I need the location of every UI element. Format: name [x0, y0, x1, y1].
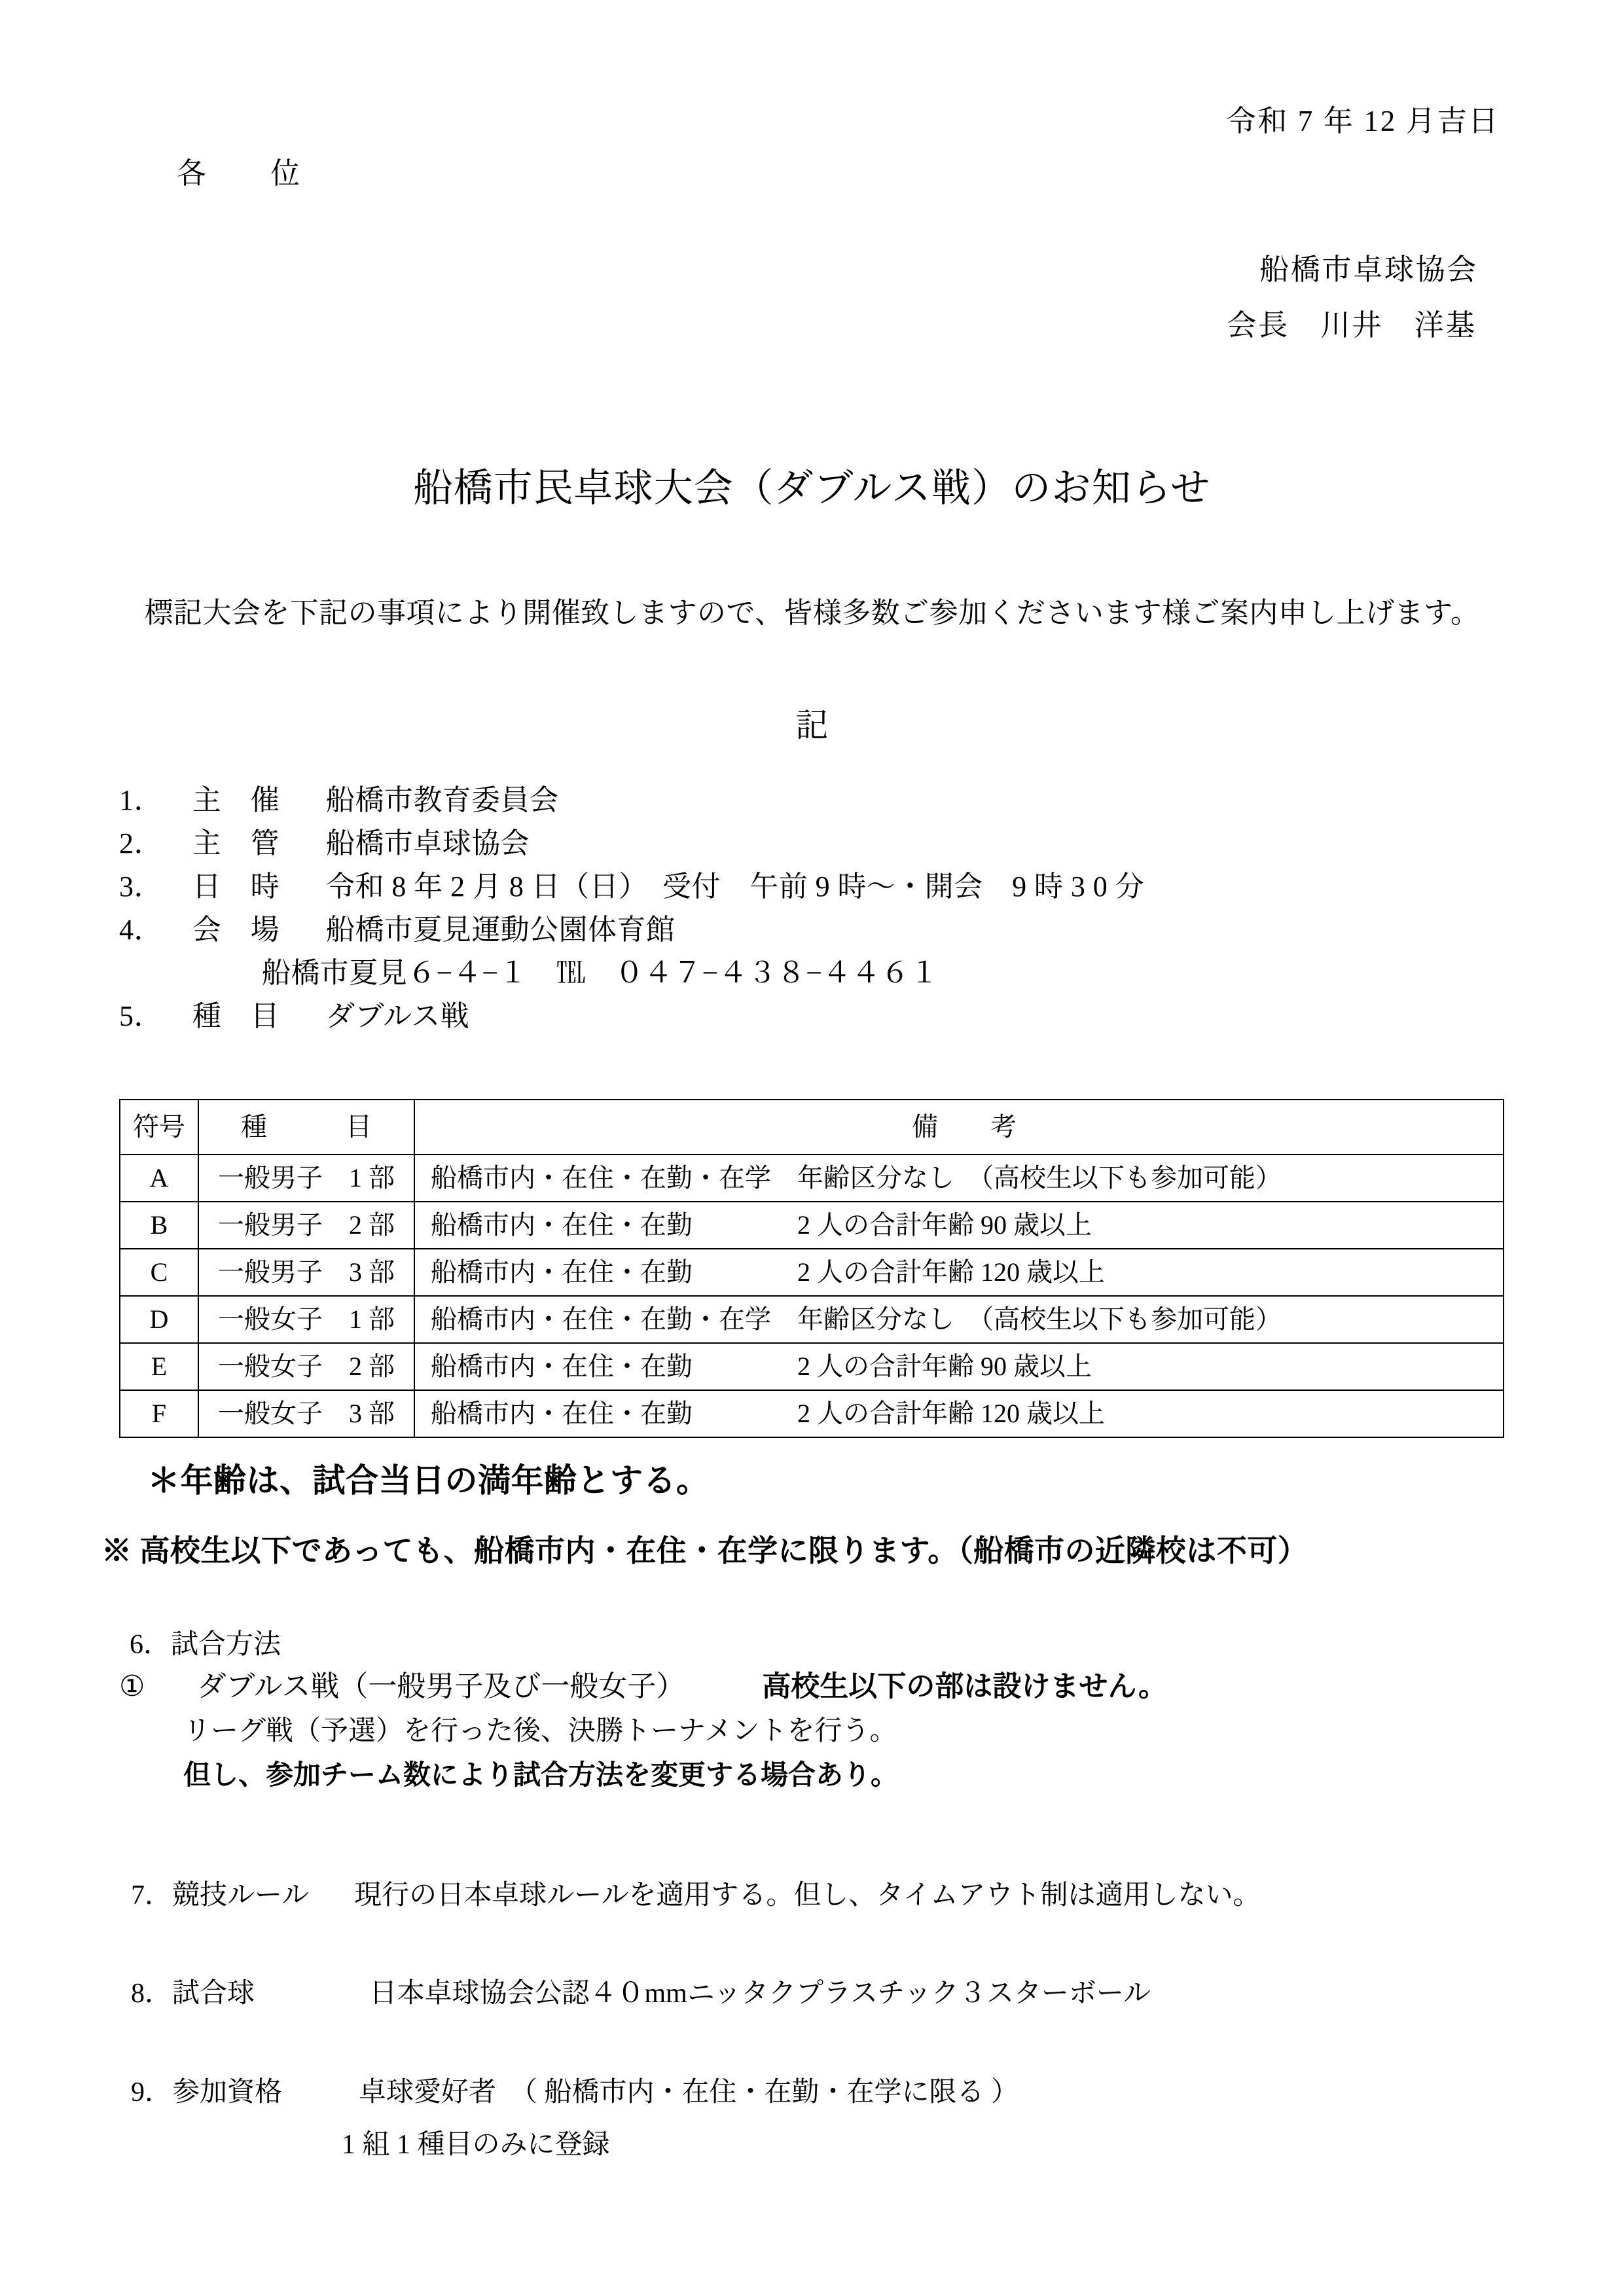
- section-7-rules: [131, 1873, 1261, 1912]
- table-head: [120, 1100, 1504, 1155]
- table-row: [120, 1249, 1504, 1296]
- item-4-value: 船橋市夏見運動公園体育館: [326, 914, 676, 946]
- section-6-match-format: [119, 1625, 1526, 1798]
- section-9-value: 卓球愛好者 （ 船橋市内・在住・在勤・在学に限る ）: [359, 2077, 1019, 2108]
- cell-note: 船橋市内・在住・在勤 2 人の合計年齢 90 歳以上: [414, 1343, 1504, 1390]
- detail-item-list: [119, 779, 1526, 1038]
- item-3-value: 令和 8 年 2 月 8 日（日） 受付 午前 9 時〜・開会 9 時 3 0 分: [326, 870, 1145, 903]
- intro-paragraph: 標記大会を下記の事項により開催致しますので、皆様多数ご参加くださいます様ご案内申し上げます。: [144, 597, 1480, 629]
- item-1-number: 1．: [119, 784, 163, 816]
- cell-code: D: [120, 1296, 198, 1343]
- cell-code: B: [120, 1202, 198, 1249]
- detail-item-4: [119, 908, 1526, 952]
- section-6-line-1: [119, 1664, 1526, 1709]
- header-note: 備 考: [414, 1100, 1504, 1155]
- detail-item-5: [119, 995, 1526, 1038]
- cell-event: 一般男子 1 部: [198, 1155, 414, 1202]
- cell-event: 一般男子 2 部: [198, 1202, 414, 1249]
- list-marker-1: ①: [119, 1670, 145, 1702]
- section-9-eligibility: [131, 2070, 1019, 2109]
- item-4-label: 会 場: [192, 914, 280, 946]
- cell-event: 一般女子 2 部: [198, 1343, 414, 1390]
- events-table: [119, 1099, 1504, 1438]
- cell-code: F: [120, 1390, 198, 1437]
- cell-event: 一般女子 1 部: [198, 1296, 414, 1343]
- cell-note: 船橋市内・在住・在勤 2 人の合計年齢 120 歳以上: [414, 1390, 1504, 1437]
- date-line: 令和 7 年 12 月吉日: [1226, 105, 1500, 137]
- section-8-heading: 8．試合球: [131, 1979, 255, 2009]
- detail-item-2: [119, 822, 1526, 865]
- item-1-value: 船橋市教育委員会: [326, 784, 559, 816]
- cell-code: C: [120, 1249, 198, 1296]
- section-7-value: 現行の日本卓球ルールを適用する。但し、タイムアウト制は適用しない。: [354, 1880, 1261, 1910]
- item-3-label: 日 時: [192, 870, 280, 903]
- student-eligibility-notice: ※ 高校生以下であっても、船橋市内・在住・在学に限ります。（船橋市の近隣校は不可）: [101, 1534, 1308, 1568]
- table-row: [120, 1343, 1504, 1390]
- issuing-organization: 船橋市卓球協会: [1259, 253, 1478, 286]
- header-code: 符号: [120, 1100, 198, 1155]
- section-7-heading: 7．競技ルール: [131, 1880, 310, 1910]
- section-6-line-1-bold: 高校生以下の部は設けません。: [762, 1670, 1168, 1702]
- item-4-number: 4．: [119, 914, 163, 946]
- addressee: 各 位: [177, 157, 302, 190]
- page-title: 船橋市民卓球大会（ダブルス戦）のお知らせ: [413, 467, 1211, 510]
- item-1-label: 主 催: [192, 784, 280, 816]
- item-2-number: 2．: [119, 827, 163, 859]
- table-row: [120, 1296, 1504, 1343]
- ki-heading: 記: [795, 707, 829, 744]
- cell-code: E: [120, 1343, 198, 1390]
- cell-note: 船橋市内・在住・在勤 2 人の合計年齢 90 歳以上: [414, 1202, 1504, 1249]
- section-9-sub: 1 組 1 種目のみに登録: [342, 2130, 610, 2160]
- cell-event: 一般男子 3 部: [198, 1249, 414, 1296]
- table-header-row: [120, 1100, 1504, 1155]
- item-2-value: 船橋市卓球協会: [326, 827, 530, 859]
- table-row: [120, 1202, 1504, 1249]
- section-9-heading: 9．参加資格: [131, 2077, 283, 2108]
- table-body: [120, 1155, 1504, 1437]
- section-6-heading: 6．試合方法: [130, 1630, 281, 1660]
- table-row: [120, 1390, 1504, 1437]
- item-3-number: 3．: [119, 870, 163, 903]
- section-8-value: 日本卓球協会公認４０mmニッタクプラスチック３スターボール: [369, 1979, 1151, 2009]
- cell-note: 船橋市内・在住・在勤 2 人の合計年齢 120 歳以上: [414, 1249, 1504, 1296]
- venue-address-line: 船橋市夏見６−４−１ ℡ ０４７−４３８−４４６１: [262, 957, 939, 989]
- header-event: 種 目: [198, 1100, 414, 1155]
- section-6-line-2: リーグ戦（予選）を行った後、決勝トーナメントを行う。: [183, 1716, 897, 1746]
- chairperson-name: 会長 川井 洋基: [1227, 309, 1477, 342]
- cell-note: 船橋市内・在住・在勤・在学 年齢区分なし （高校生以下も参加可能）: [414, 1296, 1504, 1343]
- section-8-ball: [131, 1971, 1151, 2011]
- cell-code: A: [120, 1155, 198, 1202]
- item-5-number: 5．: [119, 1000, 163, 1032]
- detail-item-1: [119, 779, 1526, 822]
- detail-item-3: [119, 865, 1526, 908]
- age-notice: ＊年齢は、試合当日の満年齢とする。: [147, 1462, 710, 1499]
- item-5-value: ダブルス戦: [326, 1000, 470, 1032]
- cell-event: 一般女子 3 部: [198, 1390, 414, 1437]
- item-5-label: 種 目: [192, 1000, 280, 1032]
- item-2-label: 主 管: [192, 827, 280, 859]
- section-6-line-1-normal: ダブルス戦（一般男子及び一般女子）: [197, 1670, 685, 1702]
- section-6-line-3: 但し、参加チーム数により試合方法を変更する場合あり。: [183, 1761, 899, 1791]
- table-row: [120, 1155, 1504, 1202]
- cell-note: 船橋市内・在住・在勤・在学 年齢区分なし （高校生以下も参加可能）: [414, 1155, 1504, 1202]
